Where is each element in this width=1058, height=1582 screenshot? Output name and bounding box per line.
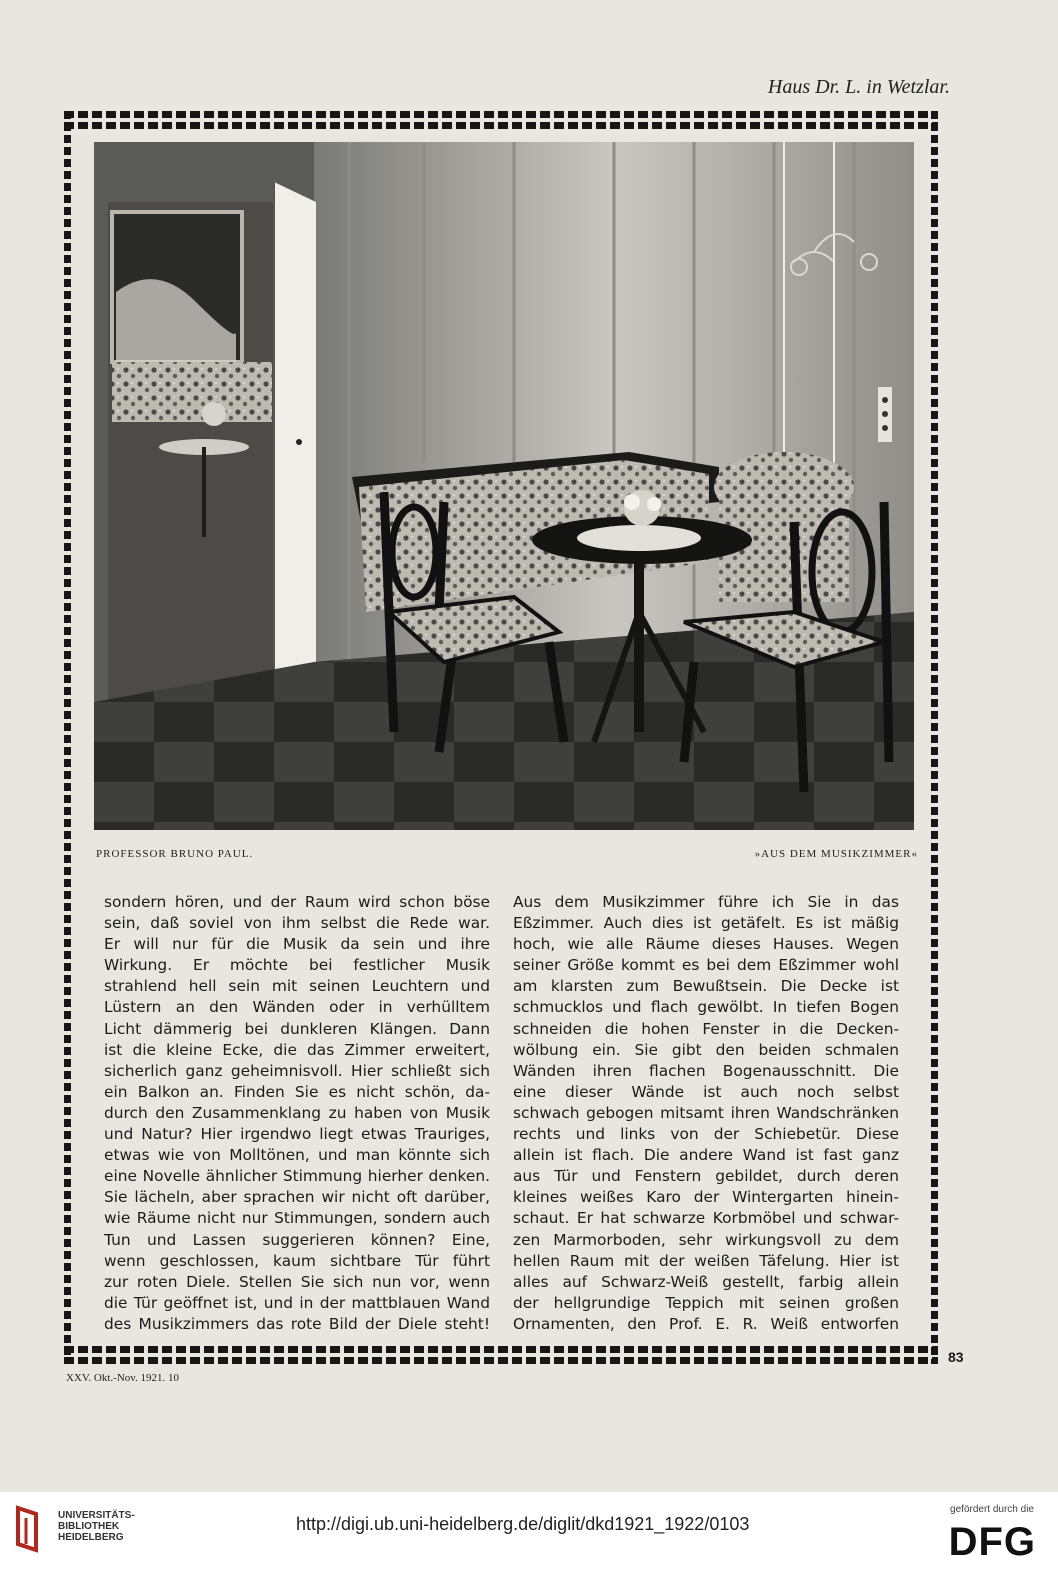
- border-top-outer: [64, 111, 938, 118]
- dfg-logo: DFG: [948, 1520, 1036, 1564]
- border-right: [931, 111, 938, 1364]
- text-line: Licht dämmerig bei dunkleren Klängen. Dann: [104, 1019, 490, 1038]
- text-line: seiner Größe kommt es bei dem Eßzimmer wohl: [513, 956, 899, 975]
- text-line: schwach gebogen mitsamt ihren Wandschränken: [513, 1103, 899, 1122]
- text-line: hoch, wie alle Räume dieses Hauses. Wegen: [513, 935, 899, 954]
- text-line: sondern hören, und der Raum wird schon böse: [104, 893, 490, 911]
- text-line: Wirkung. Er möchte bei festlicher Musik: [104, 956, 490, 975]
- funding-label: gefördert durch die: [950, 1504, 1034, 1515]
- text-line: Sie lächeln, aber sprachen wir nicht oft darüber,: [104, 1188, 490, 1207]
- library-name: [58, 1510, 135, 1543]
- text-line: des Musikzimmers das rote Bild der Diele steht!: [104, 1314, 490, 1333]
- signature-line: XXV. Okt.-Nov. 1921. 10: [66, 1372, 180, 1384]
- text-line: strahlend hell sein mit seinen Leuchtern und: [104, 977, 490, 996]
- text-line: der hellgrundige Teppich mit seinen großen: [513, 1293, 899, 1312]
- text-line: schneiden die hohen Fenster in die Decken-: [513, 1019, 899, 1038]
- border-bottom-outer: [64, 1357, 938, 1364]
- text-line: zen Marmorboden, sehr wirkungsvoll zu dem: [513, 1230, 899, 1249]
- text-line: wölbung ein. Sie gibt den beiden schmalen: [513, 1040, 899, 1059]
- text-line: etwas wie von Molltönen, und man könnte sich: [104, 1146, 490, 1165]
- text-line: Lüstern an den Wänden oder in verhülltem: [104, 998, 490, 1017]
- page-number: 83: [948, 1349, 964, 1365]
- text-line: ist die kleine Ecke, die das Zimmer erweitert,: [104, 1040, 490, 1059]
- text-line: aus Tür und Fenstern gebildet, durch deren: [513, 1167, 899, 1186]
- text-line: Aus dem Musikzimmer führe ich Sie in das: [513, 893, 899, 911]
- text-line: durch den Zusammenklang zu haben von Musik: [104, 1103, 490, 1122]
- text-line: hellen Raum mit der weißen Täfelung. Hier ist: [513, 1251, 899, 1270]
- source-url-link[interactable]: http://digi.ub.uni-heidelberg.de/diglit/dkd1921_1922/0103: [296, 1514, 750, 1534]
- library-line: BIBLIOTHEK: [58, 1521, 120, 1532]
- running-title: Haus Dr. L. in Wetzlar.: [767, 76, 950, 98]
- border-top-inner: [64, 122, 938, 129]
- text-line: rechts und links von der Schiebetür. Diese: [513, 1125, 899, 1144]
- text-line: sicherlich ganz geheimnisvoll. Hier schließt sich: [104, 1061, 490, 1080]
- text-line: schmucklos und flach gewölbt. In tiefen Bogen: [513, 998, 899, 1017]
- library-logo-icon: [14, 1504, 50, 1554]
- text-column-right: [513, 892, 899, 1335]
- text-line: Eßzimmer. Auch dies ist getäfelt. Es ist mäßig: [513, 914, 899, 933]
- text-column-left: [104, 892, 490, 1335]
- library-line: HEIDELBERG: [58, 1532, 124, 1543]
- music-room-photograph: [94, 142, 914, 830]
- photo-caption-architect: PROFESSOR BRUNO PAUL.: [96, 848, 254, 860]
- text-line: alles auf Schwarz-Weiß gestellt, farbig allein: [513, 1272, 899, 1291]
- text-line: die Tür geöffnet ist, und in der mattblauen Wand: [104, 1293, 490, 1312]
- text-line: wie Räume nicht nur Stimmungen, sondern auch: [104, 1209, 490, 1228]
- text-line: Ornamenten, den Prof. E. R. Weiß entworfen: [513, 1314, 899, 1333]
- text-line: Wänden ihren flachen Bogenausschnitt. Die: [513, 1061, 899, 1080]
- text-line: und Natur? Hier irgendwo liegt etwas Trauriges,: [104, 1125, 490, 1144]
- text-line: eine dieser Wände ist auch noch selbst: [513, 1082, 899, 1101]
- photo-caption-title: »AUS DEM MUSIKZIMMER«: [754, 848, 918, 860]
- border-left: [64, 111, 71, 1364]
- border-bottom-inner: [64, 1346, 938, 1353]
- text-line: am klarsten zum Bewußtsein. Die Decke ist: [513, 977, 899, 996]
- text-line: Tun und Lassen suggerieren können? Eine,: [104, 1230, 490, 1249]
- text-line: schaut. Er hat schwarze Korbmöbel und schwar-: [513, 1209, 899, 1228]
- text-line: ein Balkon an. Finden Sie es nicht schön, da-: [104, 1082, 490, 1101]
- text-line: wenn geschlossen, kaum sichtbare Tür führt: [104, 1251, 490, 1270]
- text-line: Er will nur für die Musik da sein und ihre: [104, 935, 490, 954]
- text-line: allein ist flach. Die andere Wand ist fast ganz: [513, 1146, 899, 1165]
- text-line: kleines weißes Karo der Wintergarten hinein-: [513, 1188, 899, 1207]
- digitization-footer: [0, 1492, 1058, 1582]
- text-line: sein, daß soviel von ihm selbst die Rede war.: [104, 914, 490, 933]
- text-line: zur roten Diele. Stellen Sie sich nun vor, wenn: [104, 1272, 490, 1291]
- library-line: UNIVERSITÄTS-: [58, 1510, 135, 1521]
- text-line: eine Novelle ähnlicher Stimmung hierher denken.: [104, 1167, 490, 1186]
